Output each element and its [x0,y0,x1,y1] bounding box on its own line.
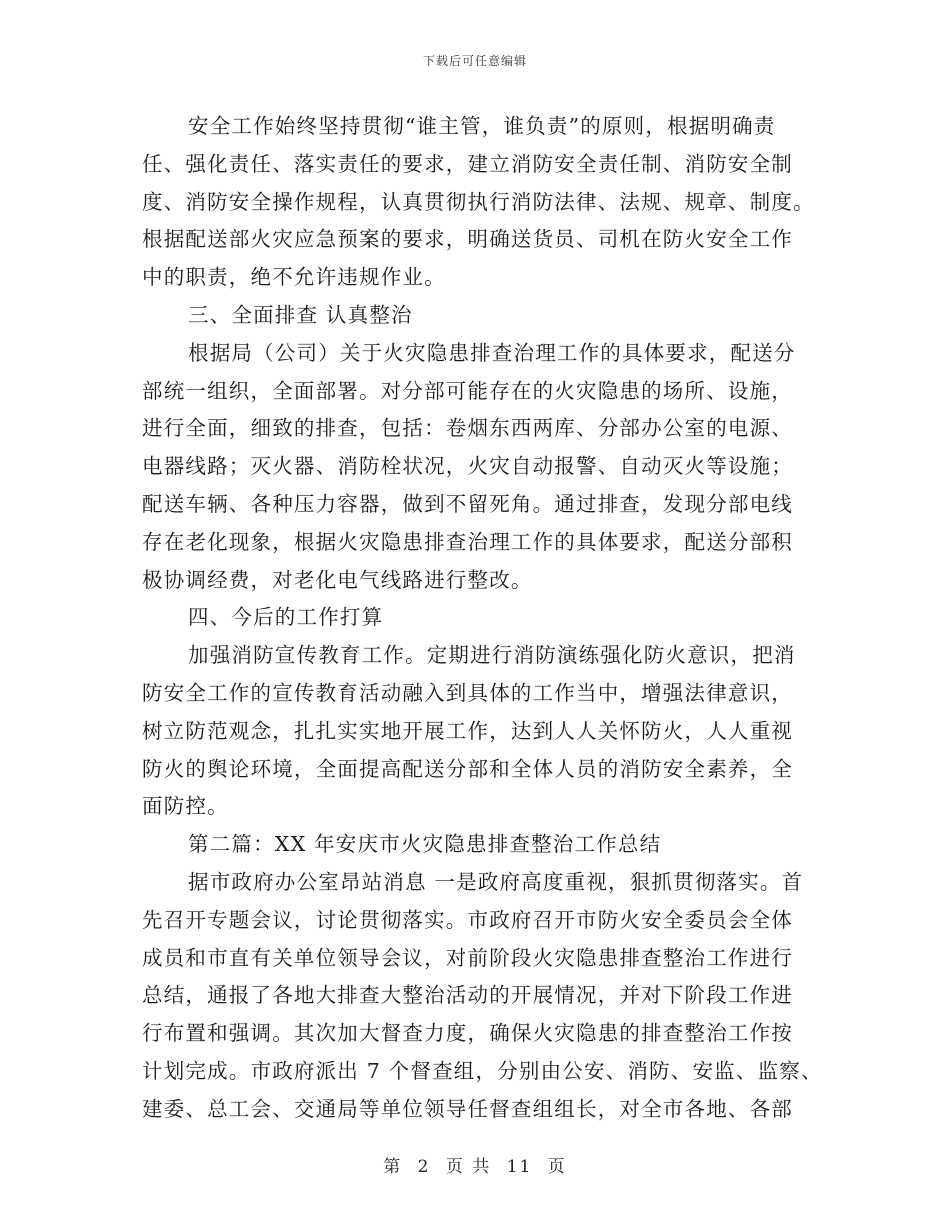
text-line: 任、强化责任、落实责任的要求，建立消防安全责任制、消防安全制 [142,151,793,176]
text-line: 电器线路；灭火器、消防栓状况，火灾自动报警、自动灭火等设施； [142,454,793,479]
text-line: 安全工作始终坚持贯彻“谁主管，谁负责”的原则，根据明确责 [188,114,776,138]
text-line: 成员和市直有关单位领导会议，对前阶段火灾隐患排查整治工作进行 [142,945,793,970]
total-page-count: 11 [506,1157,533,1177]
footer-prefix: 第 [383,1157,403,1177]
footer-suffix: 页 [547,1157,567,1177]
text-line: 度、消防安全操作规程，认真贯彻执行消防法律、法规、规章、制度。 [142,189,815,214]
text-line: 根据配送部火灾应急预案的要求，明确送货员、司机在防火安全工作 [142,227,793,252]
text-line: 面防控。 [142,794,229,819]
text-line: 行布置和强调。其次加大督查力度，确保火灾隐患的排查整治工作按 [142,1021,793,1046]
document-body [142,108,823,1129]
text-line: 树立防范观念，扎扎实实地开展工作，达到人人关怀防火，人人重视 [142,718,793,743]
text-line: 部统一组织，全面部署。对分部可能存在的火灾隐患的场所、设施， [142,378,793,403]
text-line: 建委、总工会、交通局等单位领导任督查组组长，对全市各地、各部 [142,1096,793,1121]
text-line: 防安全工作的宣传教育活动融入到具体的工作当中，增强法律意识， [142,680,793,705]
text-line: 进行全面，细致的排查，包括：卷烟东西两库、分部办公室的电源、 [142,416,793,441]
text-line: 极协调经费，对老化电气线路进行整改。 [142,567,533,592]
text-line: 计划完成。市政府派出 7 个督查组，分别由公安、消防、安监、监察、 [142,1058,823,1083]
section-heading: 三、全面排查 认真整治 [188,302,413,327]
text-line: 据市政府办公室昂站消息 一是政府高度重视，狠抓贯彻落实。首 [188,869,804,894]
section-heading: 第二篇：XX 年安庆市火灾隐患排查整治工作总结 [188,832,662,857]
section-heading: 四、今后的工作打算 [188,605,384,630]
text-line: 存在老化现象，根据火灾隐患排查治理工作的具体要求，配送分部积 [142,529,793,554]
current-page-number: 2 [417,1157,431,1177]
text-line: 先召开专题会议，讨论贯彻落实。市政府召开市防火安全委员会全体 [142,907,793,932]
text-line: 中的职责，绝不允许违规作业。 [142,265,446,290]
text-line: 加强消防宣传教育工作。定期进行消防演练强化防火意识，把消 [188,643,796,668]
footer-middle: 页 共 [445,1157,492,1177]
text-line: 根据局（公司）关于火灾隐患排查治理工作的具体要求，配送分 [188,340,796,365]
text-line: 总结，通报了各地大排查大整治活动的开展情况，并对下阶段工作进 [142,983,793,1008]
text-line: 配送车辆、各种压力容器，做到不留死角。通过排查，发现分部电线 [142,491,793,516]
page-header: 下载后可任意编辑 [422,54,527,68]
text-line: 防火的舆论环境，全面提高配送分部和全体人员的消防安全素养，全 [142,756,793,781]
page-footer [0,1152,950,1177]
